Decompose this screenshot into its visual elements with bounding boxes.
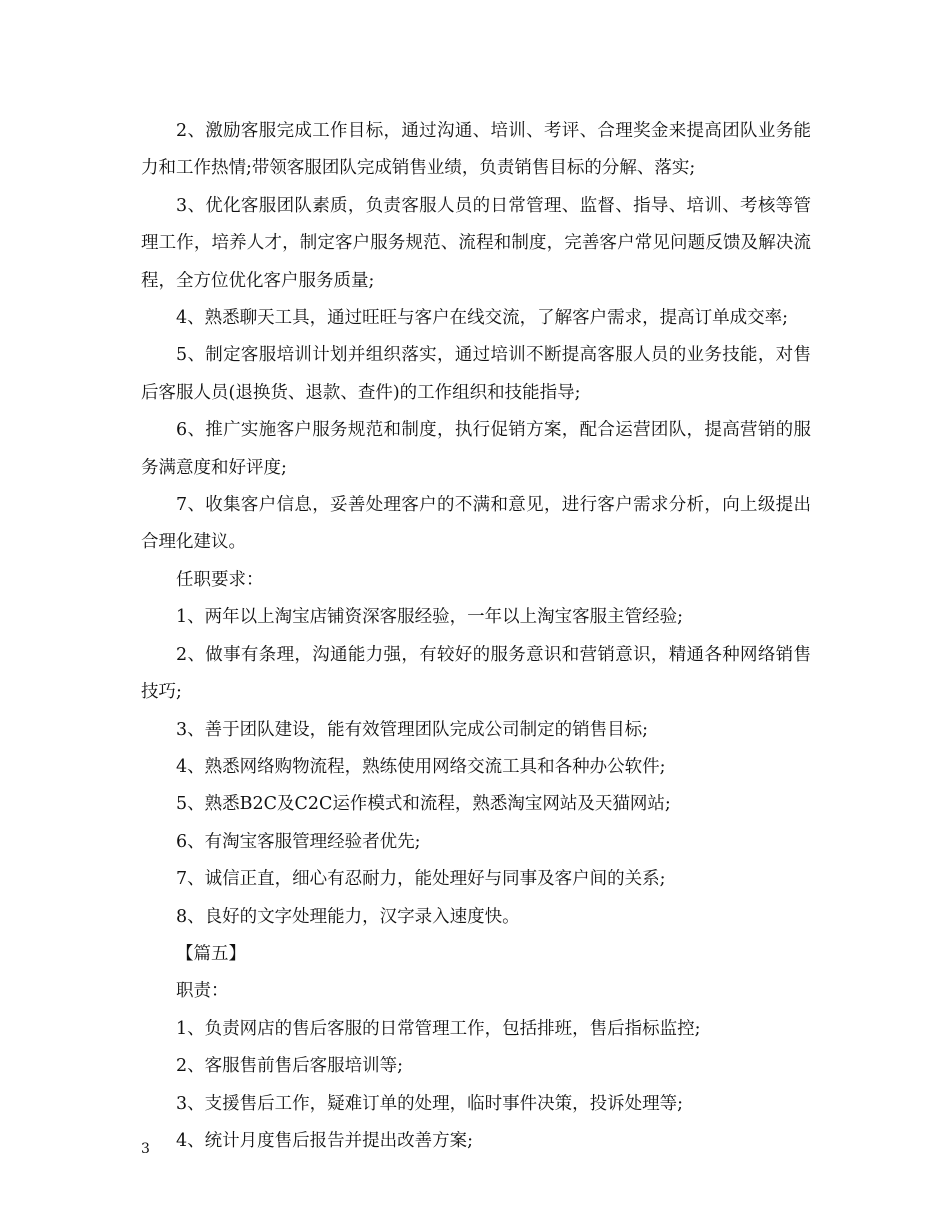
paragraph-part5-duty-4: 4、统计月度售后报告并提出改善方案; (176, 1130, 474, 1151)
paragraph-requirement-3: 3、善于团队建设，能有效管理团队完成公司制定的销售目标; (176, 719, 649, 740)
paragraph-part5-duty-2: 2、客服售前售后客服培训等; (176, 1056, 404, 1077)
section-heading-duties: 职责： (176, 981, 229, 1002)
paragraph-requirement-5: 5、熟悉B2C及C2C运作模式和流程，熟悉淘宝网站及天猫网站; (176, 794, 671, 815)
paragraph-duty-3: 3、优化客服团队素质，负责客服人员的日常管理、监督、指导、培训、考核等管理工作，培养人才，制定客户服务规范、流程和制度，完善客户常见问题反馈及解决流程，全方位优化客户服务质量; (141, 195, 811, 291)
section-heading-part-five: 【篇五】 (176, 943, 246, 964)
section-heading-requirements: 任职要求： (176, 569, 264, 590)
document-body (141, 113, 811, 1160)
paragraph-requirement-2: 2、做事有条理，沟通能力强，有较好的服务意识和营销意识，精通各种网络销售技巧; (141, 644, 811, 703)
paragraph-requirement-1: 1、两年以上淘宝店铺资深客服经验，一年以上淘宝客服主管经验; (176, 607, 684, 628)
paragraph-requirement-6: 6、有淘宝客服管理经验者优先; (176, 831, 421, 852)
paragraph-duty-7: 7、收集客户信息，妥善处理客户的不满和意见，进行客户需求分析，向上级提出合理化建议。 (141, 495, 811, 553)
paragraph-duty-6: 6、推广实施客户服务规范和制度，执行促销方案，配合运营团队，提高营销的服务满意度和好评度; (141, 420, 811, 478)
paragraph-requirement-4: 4、熟悉网络购物流程，熟练使用网络交流工具和各种办公软件; (176, 756, 666, 777)
paragraph-part5-duty-3: 3、支援售后工作，疑难订单的处理，临时事件决策，投诉处理等; (176, 1093, 684, 1114)
paragraph-part5-duty-1: 1、负责网店的售后客服的日常管理工作，包括排班，售后指标监控; (176, 1018, 701, 1039)
paragraph-requirement-7: 7、诚信正直，细心有忍耐力，能处理好与同事及客户间的关系; (176, 869, 666, 890)
page-number: 3 (141, 1141, 150, 1157)
paragraph-requirement-8: 8、良好的文字处理能力，汉字录入速度快。 (176, 906, 520, 927)
paragraph-duty-5: 5、制定客服培训计划并组织落实，通过培训不断提高客服人员的业务技能，对售后客服人员(退换货、退款、查件)的工作组织和技能指导; (141, 345, 811, 403)
paragraph-duty-2: 2、激励客服完成工作目标，通过沟通、培训、考评、合理奖金来提高团队业务能力和工作热情;带领客服团队完成销售业绩，负责销售目标的分解、落实; (141, 121, 811, 179)
paragraph-duty-4: 4、熟悉聊天工具，通过旺旺与客户在线交流，了解客户需求，提高订单成交率; (176, 308, 789, 329)
